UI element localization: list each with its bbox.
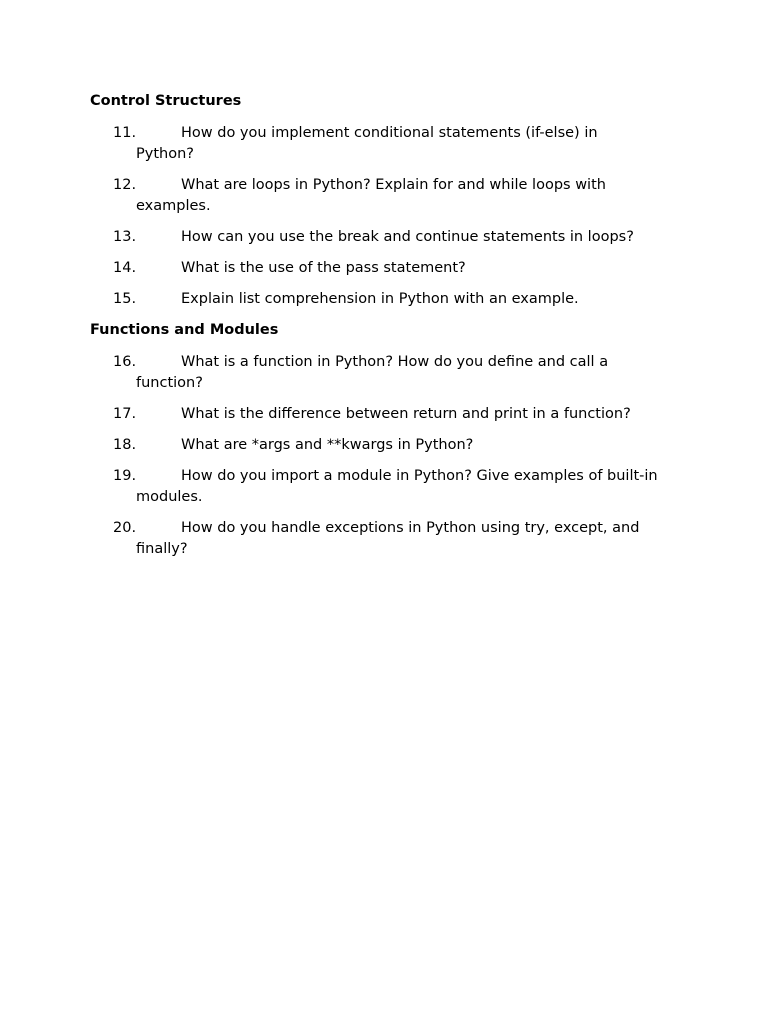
question-text-continued: function?	[136, 375, 203, 391]
question-text-continued: examples.	[136, 198, 211, 214]
question-text: How do you import a module in Python? Give examples of built-in	[181, 468, 658, 484]
question-text: What is a function in Python? How do you define and call a	[181, 354, 609, 370]
question-text: How can you use the break and continue statements in loops?	[181, 229, 634, 245]
question-text-continued: Python?	[136, 146, 194, 162]
question-text-continued: finally?	[136, 541, 188, 557]
section-heading: Control Structures	[90, 93, 242, 109]
question-number: 15.	[113, 291, 137, 307]
question-text: How do you implement conditional statements (if-else) in	[181, 125, 598, 141]
question-number: 13.	[113, 229, 137, 245]
question-number: 19.	[113, 468, 137, 484]
question-number: 18.	[113, 437, 137, 453]
question-text: What is the difference between return and print in a function?	[181, 406, 631, 422]
section-heading: Functions and Modules	[90, 322, 279, 338]
question-text: How do you handle exceptions in Python using try, except, and	[181, 520, 640, 536]
question-number: 14.	[113, 260, 137, 276]
question-number: 17.	[113, 406, 137, 422]
question-text: What are *args and **kwargs in Python?	[181, 437, 474, 453]
question-number: 12.	[113, 177, 137, 193]
question-text-continued: modules.	[136, 489, 203, 505]
question-text: What are loops in Python? Explain for and while loops with	[181, 177, 606, 193]
question-text: Explain list comprehension in Python with an example.	[181, 291, 579, 307]
question-number: 16.	[113, 354, 137, 370]
question-number: 20.	[113, 520, 137, 536]
question-text: What is the use of the pass statement?	[181, 260, 466, 276]
question-number: 11.	[113, 125, 137, 141]
